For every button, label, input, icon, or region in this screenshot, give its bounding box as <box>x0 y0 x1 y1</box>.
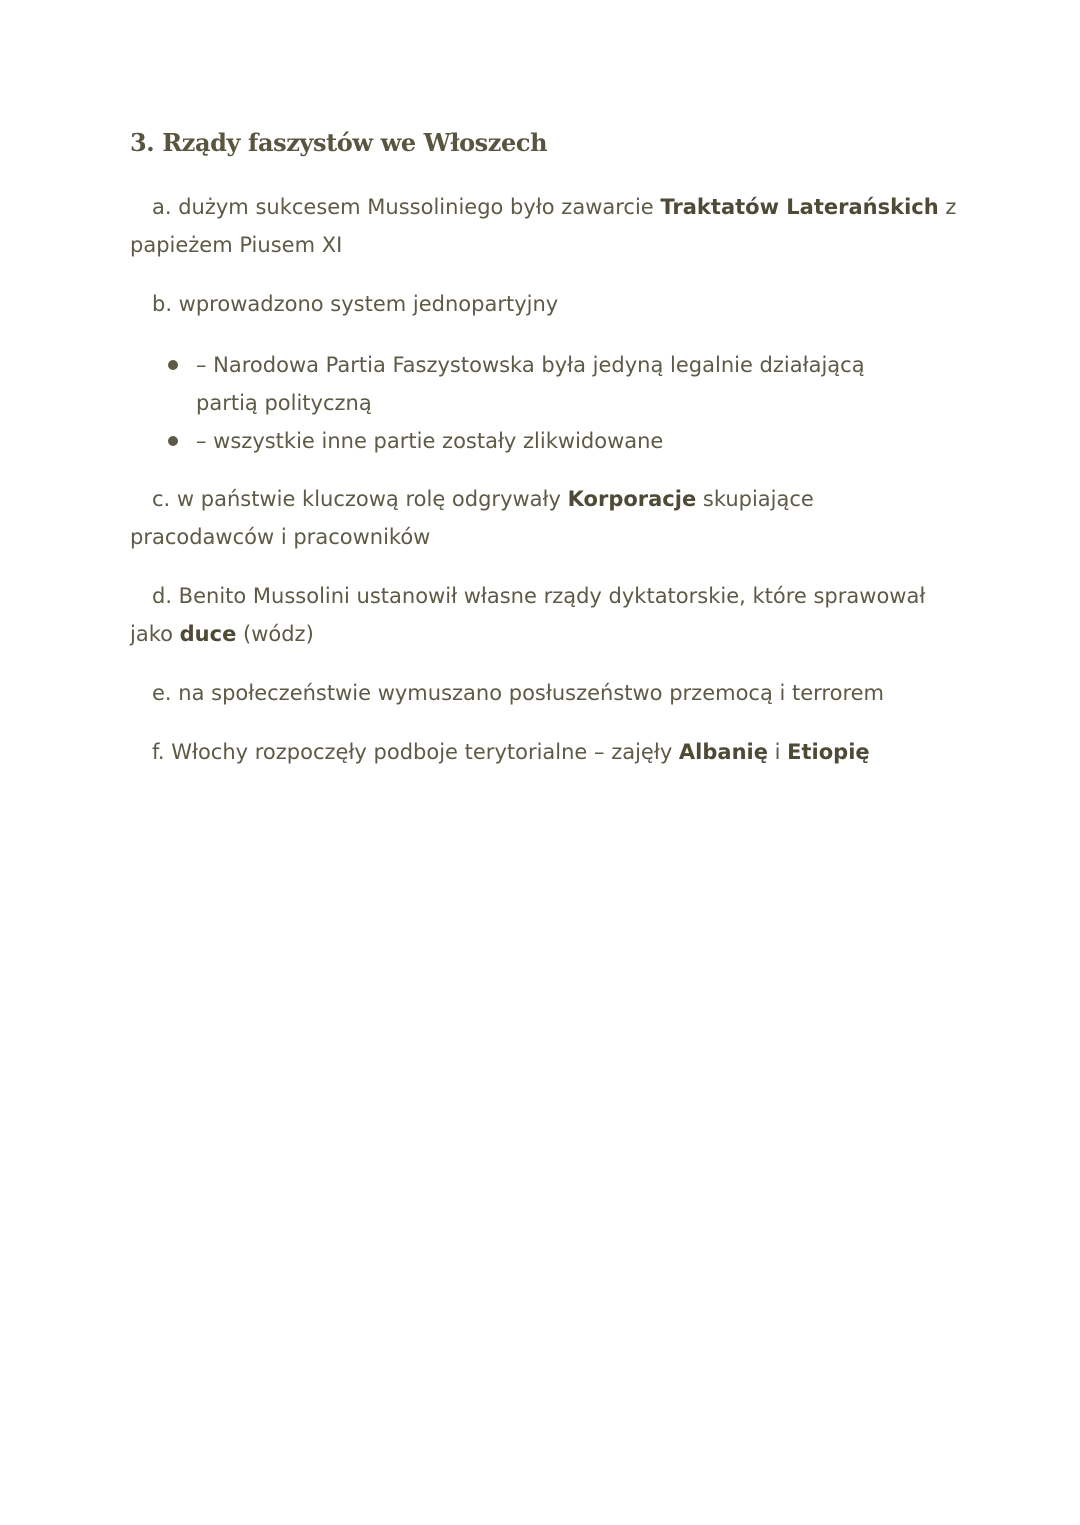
paragraph-e: e. na społeczeństwie wymuszano posłuszeństwo przemocą i terrorem <box>152 681 885 705</box>
paragraph-d <box>130 577 960 653</box>
paragraph-a-text: a. dużym sukcesem Mussoliniego było zawarcie <box>152 195 661 219</box>
duce-term: duce <box>179 622 237 646</box>
paragraph-a <box>130 188 960 264</box>
paragraph-c <box>130 480 960 556</box>
paragraph-c-text-end: skupiające pracodawców i pracowników <box>130 487 814 549</box>
bullet-text: – wszystkie inne partie zostały zlikwidowane <box>196 429 664 453</box>
paragraph-f-conjunction: i <box>767 740 788 764</box>
paragraph-d-text-end: (wódz) <box>236 622 314 646</box>
paragraph-d-text: d. Benito Mussolini ustanowił własne rządy dyktatorskie, które sprawował jako <box>130 584 926 646</box>
paragraph-c-text: c. w państwie kluczową rolę odgrywały <box>152 487 568 511</box>
list-item <box>130 346 896 422</box>
corporations-term: Korporacje <box>567 487 697 511</box>
albania-term: Albanię <box>678 740 768 764</box>
lateran-treaties-term: Traktatów Laterańskich <box>660 195 939 219</box>
paragraph-f-text: f. Włochy rozpoczęły podboje terytorialne – zajęły <box>152 740 679 764</box>
paragraph-a-text-end: z papieżem Piusem XI <box>130 195 957 257</box>
list-item <box>130 422 896 460</box>
bullet-dot-icon <box>168 436 178 446</box>
bullet-text: – Narodowa Partia Faszystowska była jedyną legalnie działającą partią polityczną <box>196 353 865 415</box>
bullet-dot-icon <box>168 360 178 370</box>
ethiopia-term: Etiopię <box>787 740 870 764</box>
paragraph-b: b. wprowadzono system jednopartyjny <box>152 292 559 316</box>
bullet-list <box>130 346 960 460</box>
section-heading: 3. Rządy faszystów we Włoszech <box>130 128 548 157</box>
paragraph-f <box>130 733 960 771</box>
